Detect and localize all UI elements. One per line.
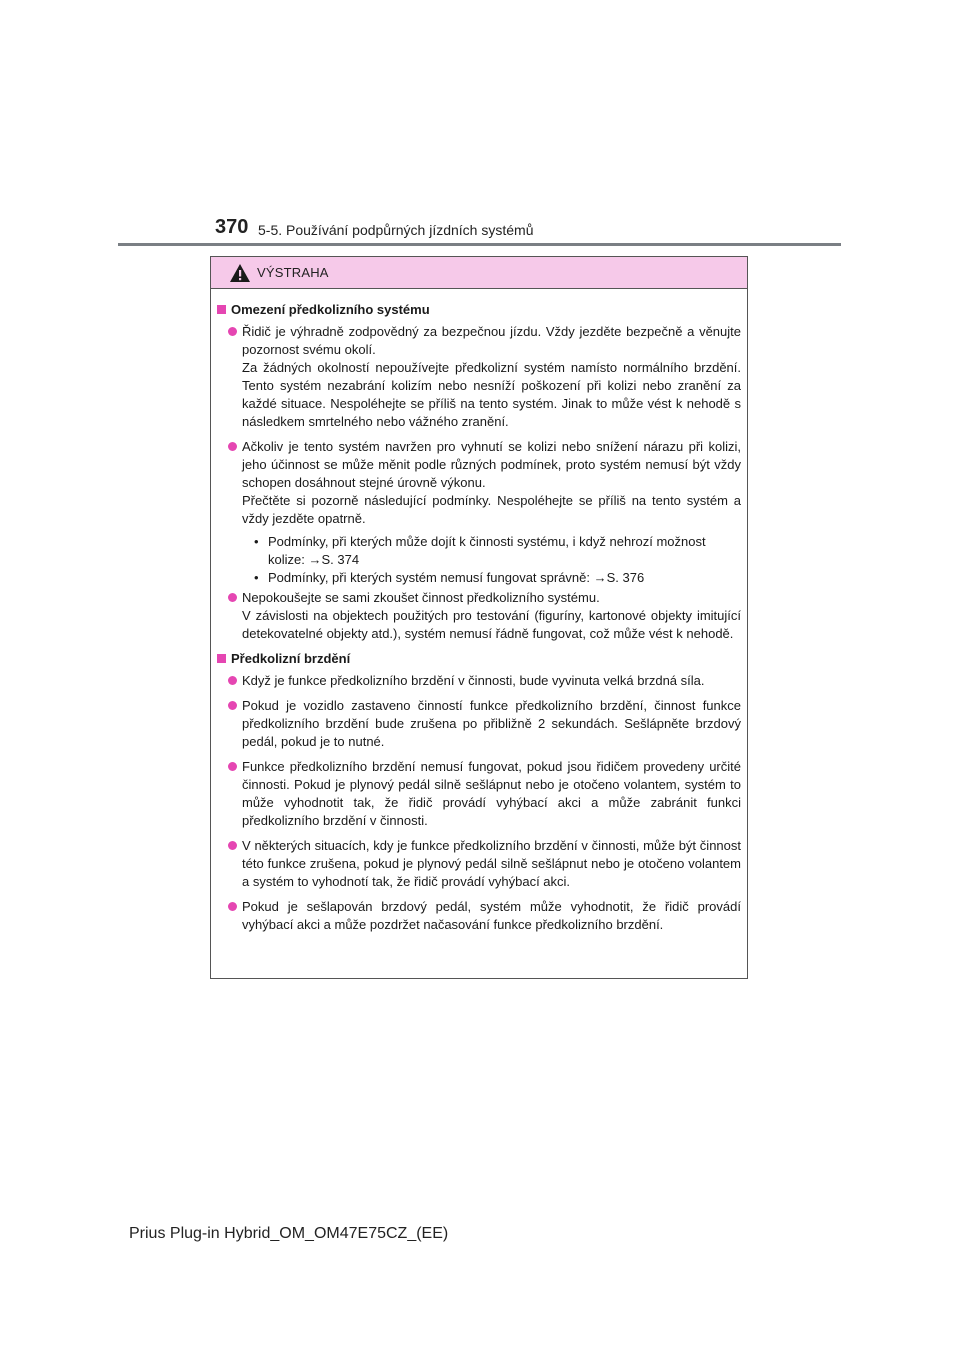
- sub-list: [217, 533, 741, 587]
- paragraph: V některých situacích, kdy je funkce předkolizního brzdění v činnosti, může být činnost této funkce zrušena, pokud je plynový pedál silně sešlápnut nebo je otočeno volantem a systém to vyhodnotí tak, že řidič provádí vyhýbací akci.: [242, 838, 741, 889]
- header-rule: [118, 243, 841, 246]
- list-item: [217, 758, 741, 830]
- list-item: [217, 697, 741, 751]
- warning-box: [210, 256, 748, 979]
- paragraph: V závislosti na objektech použitých pro testování (figuríny, kartonové objekty imitující detekovatelné objekty atd.), systém nemusí řádně fungovat, což může vést k nehodě.: [242, 608, 741, 641]
- list-item-text: [242, 837, 741, 891]
- sub-list-item-text: Podmínky, při kterých může dojít k činnosti systému, i když nehrozí možnost kolize: →S. 374: [268, 534, 706, 567]
- section-heading: [217, 301, 741, 319]
- list-item: [217, 672, 741, 690]
- section-heading-text: Předkolizní brzdění: [231, 651, 351, 666]
- round-bullet-icon: [228, 902, 237, 911]
- list-item: [217, 323, 741, 431]
- paragraph: Funkce předkolizního brzdění nemusí fungovat, pokud jsou řidičem provedeny určité činnosti. Pokud je plynový pedál silně sešlápnut nebo je otočeno volantem, systém to může vyhodnotit tak, že řidič provádí vyhýbací akci a může zabránit funkci předkolizního brzdění v činnosti.: [242, 759, 741, 828]
- paragraph: Pokud je sešlapován brzdový pedál, systém může vyhodnotit, že řidič provádí vyhýbací akci a může pozdržet načasování funkce předkolizního brzdění.: [242, 899, 741, 932]
- round-bullet-icon: [228, 442, 237, 451]
- section-title: 5-5. Používání podpůrných jízdních systémů: [258, 222, 534, 238]
- list-item: [217, 589, 741, 643]
- list-item-text: [242, 898, 741, 934]
- section-heading-text: Omezení předkolizního systému: [231, 302, 430, 317]
- warning-body: [211, 289, 747, 934]
- list-item: [217, 438, 741, 528]
- sub-list-item: [217, 569, 741, 587]
- round-bullet-icon: [228, 841, 237, 850]
- paragraph: Ačkoliv je tento systém navržen pro vyhnutí se kolizi nebo snížení nárazu při kolizi, jeho účinnost se může měnit podle různých podmínek, proto systém nemusí být vždy schopen dosáhnout stejné úrovně výkonu.: [242, 439, 741, 490]
- round-bullet-icon: [228, 762, 237, 771]
- paragraph: Pokud je vozidlo zastaveno činností funkce předkolizního brzdění, činnost funkce předkolizního brzdění bude zrušena po přibližně 2 sekundách. Sešlápněte brzdový pedál, pokud je to nutné.: [242, 698, 741, 749]
- paragraph: Nepokoušejte se sami zkoušet činnost předkolizního systému.: [242, 590, 600, 605]
- list-item-text: [242, 323, 741, 431]
- section-heading: [217, 650, 741, 668]
- round-bullet-icon: [228, 593, 237, 602]
- square-bullet-icon: [217, 305, 226, 314]
- list-item-text: [242, 758, 741, 830]
- list-item-text: [242, 438, 741, 528]
- dot-bullet-icon: •: [254, 570, 259, 585]
- round-bullet-icon: [228, 701, 237, 710]
- dot-bullet-icon: •: [254, 534, 259, 549]
- list-item: [217, 837, 741, 891]
- page-number: 370: [215, 216, 249, 238]
- warning-header: [211, 257, 747, 289]
- square-bullet-icon: [217, 654, 226, 663]
- list-item-text: [242, 672, 741, 690]
- paragraph: Když je funkce předkolizního brzdění v činnosti, bude vyvinuta velká brzdná síla.: [242, 673, 705, 688]
- footer-manual-id: Prius Plug-in Hybrid_OM_OM47E75CZ_(EE): [129, 1225, 449, 1242]
- sub-list-item-text: Podmínky, při kterých systém nemusí fungovat správně: →S. 376: [268, 570, 645, 585]
- warning-triangle-icon: [229, 263, 251, 283]
- list-item-text: [242, 589, 741, 643]
- round-bullet-icon: [228, 327, 237, 336]
- paragraph: Za žádných okolností nepoužívejte předkolizní systém namísto normálního brzdění. Tento systém nezabrání kolizím nebo nesníží poškození při kolizi nebo zranění za každé situace. Nespoléhejte se příliš na tento systém. Jinak to může vést k nehodě s následkem smrtelného nebo vážného zranění.: [242, 360, 741, 429]
- paragraph: Řidič je výhradně zodpovědný za bezpečnou jízdu. Vždy jezděte bezpečně a věnujte pozornost svému okolí.: [242, 324, 741, 357]
- list-item-text: [242, 697, 741, 751]
- sub-list-item: [217, 533, 741, 569]
- round-bullet-icon: [228, 676, 237, 685]
- list-item: [217, 898, 741, 934]
- warning-title: VÝSTRAHA: [257, 265, 329, 280]
- paragraph: Přečtěte si pozorně následující podmínky. Nespoléhejte se příliš na tento systém a vždy jezděte opatrně.: [242, 493, 741, 526]
